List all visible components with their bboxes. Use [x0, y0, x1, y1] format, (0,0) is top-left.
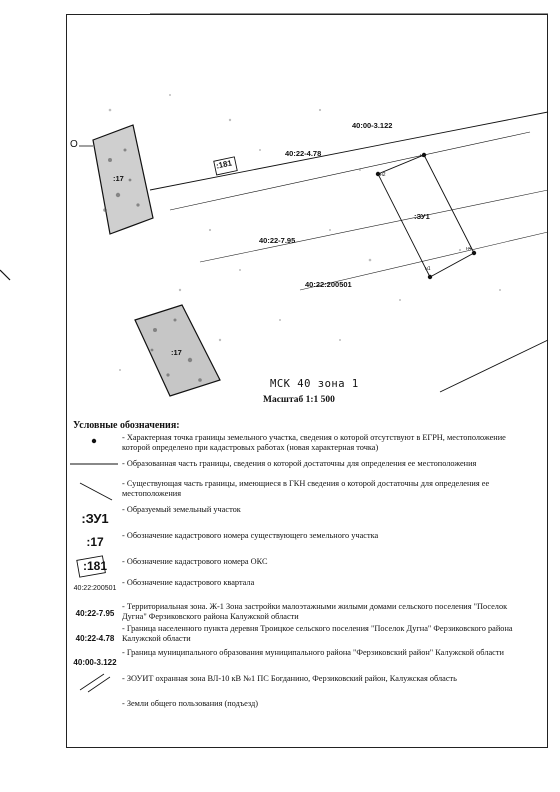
legend-symbol-quarter: 40:22:200501: [73, 585, 117, 592]
label-point-n2: н2: [380, 172, 386, 178]
legend-symbol-municipal-border: 40:00-3.122: [73, 658, 117, 667]
legend-text-settlement-border: - Граница населенного пункта деревня Троицкое сельского поселения "Поселок Дугна" Ферзиковского района Калужской области: [122, 624, 513, 643]
legend-text-existing-boundary: - Существующая часть границы, имеющиеся в ГКН сведения о которой достаточны для определения ее местоположения: [122, 479, 490, 498]
legend-symbol-settlement-border: 40:22-4.78: [75, 634, 115, 643]
legend-text-power-line: - ЗОУИТ охранная зона ВЛ-10 кВ №1 ПС Богданино, Ферзиковский район, Калужская область: [122, 674, 457, 683]
legend-text-quarter: - Обозначение кадастрового квартала: [122, 578, 255, 587]
legend-text-new-point: - Характерная точка границы земельного участка, сведения о которой отсутствуют в ЕГРН, местоположение которой определено при кадастровых работах (новая характерная точка): [122, 433, 506, 452]
label-cadastral-quarter: 40:22:200501: [305, 280, 352, 289]
label-territorial-zone: 40:22-7.95: [259, 236, 296, 245]
legend-text-territorial-zone: - Территориальная зона. Ж-1 Зона застройки малоэтажными жилыми домами сельского поселения "Поселок Дугна" Ферзиковского района Калужской области: [122, 602, 508, 621]
label-parcel-17-top: :17: [113, 174, 124, 183]
legend-power-line-symbol: [80, 674, 104, 690]
legend-text-formed-boundary: - Образованная часть границы, сведения о которой достаточны для определения ее местоположения: [122, 459, 477, 468]
scale-label: Масштаб 1:1 500: [263, 395, 335, 405]
legend-text-formed-parcel: - Образуемый земельный участок: [122, 505, 241, 514]
label-point-n1: н1: [425, 266, 431, 272]
legend-text-municipal-border: - Граница муниципального образования муниципального района "Ферзиковский район" Калужской области: [122, 648, 504, 657]
legend-symbol-parcel-17: :17: [86, 535, 104, 549]
legend-symbol-zu1: :ЗУ1: [81, 511, 109, 526]
label-point-n4: н4: [466, 246, 472, 252]
legend-text-parcel-number: - Обозначение кадастрового номера существующего земельного участка: [122, 531, 379, 540]
legend-symbol-oks-181: :181: [82, 559, 108, 573]
label-north-marker: О: [70, 139, 78, 150]
label-municipal-zone: 40:00-3.122: [352, 121, 393, 130]
legend-text-public-land: - Земли общего пользования (подъезд): [122, 699, 259, 708]
legend-text-oks-number: - Обозначение кадастрового номера ОКС: [122, 557, 268, 566]
crs-label: МСК 40 зона 1: [270, 378, 359, 390]
legend-power-line-symbol-2: [88, 677, 110, 692]
label-settlement-zone: 40:22-4.78: [285, 149, 322, 158]
legend-existing-boundary-symbol: [80, 483, 112, 500]
label-point-n3: н3: [420, 153, 426, 159]
legend-title: Условные обозначения:: [73, 420, 180, 431]
label-parcel-17-bottom: :17: [171, 348, 182, 357]
label-oks-181: :181: [215, 158, 233, 171]
legend-new-point-symbol: [92, 439, 96, 443]
legend-symbol-territorial-zone: 40:22-7.95: [75, 609, 115, 618]
label-new-parcel-zu1: :ЗУ1: [414, 212, 430, 221]
